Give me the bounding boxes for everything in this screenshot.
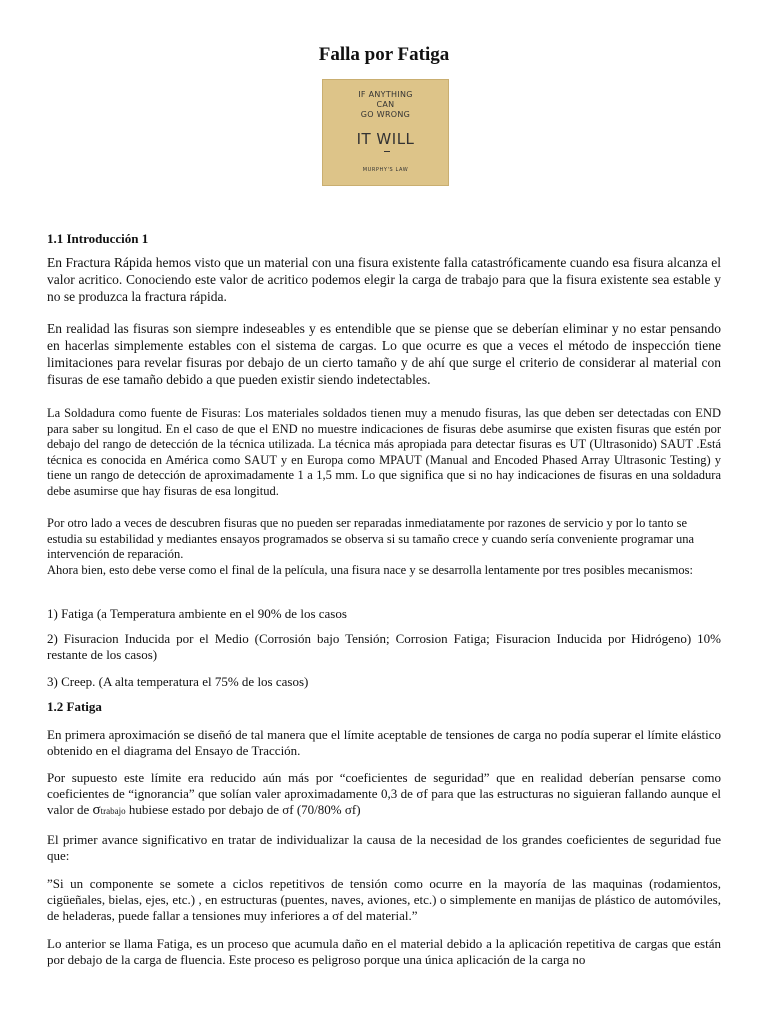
paragraph: En realidad las fisuras son siempre indeseables y es entendible que se piense que se deberían eliminar y no estar pensando en hacerlas simplemente estables con el sistema de cargas. Lo que ocurre es que a veces el método de inspección tiene limitaciones para revelar fisuras por debajo de un cierto tamaño y de ahí que surge el criterio de considerar al material con fisuras de ese tamaño debido a que pueden existir siendo indetectables.: [47, 321, 721, 387]
poster-line-3: GO WRONG: [360, 110, 411, 119]
list-item: 2) Fisuracion Inducida por el Medio (Corrosión bajo Tensión; Corrosion Fatiga; Fisuracion Inducida por Hidrógeno) 10% restante de los casos): [47, 631, 721, 662]
page-title: Falla por Fatiga: [318, 44, 450, 65]
paragraph-part: Por supuesto este límite era reducido aún más por “coeficientes de seguridad” que en realidad deberían pensarse como coeficientes de “ignorancia” que solían valer aproximadamente 0,3 de σf para que las estructuras no siguieran fallando aunque el valor de: [47, 770, 721, 817]
list-item: 1) Fatiga (a Temperatura ambiente en el 90% de los casos: [47, 606, 347, 621]
subscript-trabajo: trabajo: [100, 806, 126, 816]
list-item: 3) Creep. (A alta temperatura el 75% de los casos): [47, 674, 309, 689]
paragraph: Por otro lado a veces de descubren fisuras que no pueden ser reparadas inmediatamente por razones de servicio y por lo tanto se estudia su estabilidad y mediantes ensayos programados se observa si su tamaño crece y cuando sería conveniente programar una intervención de reparación.: [47, 516, 695, 561]
paragraph: Lo anterior se llama Fatiga, es un proceso que acumula daño en el material debido a la aplicación repetitiva de cargas que están por debajo de la carga de fluencia. Este proceso es peligroso porque una única aplicación de la carga no: [47, 936, 721, 967]
poster-line-4: IT WILL: [356, 130, 415, 148]
murphys-law-poster-image: [322, 79, 449, 186]
poster-line-5: MURPHY'S LAW: [362, 167, 409, 173]
paragraph: Ahora bien, esto debe verse como el final de la película, una fisura nace y se desarrolla lentamente por tres posibles mecanismos:: [47, 563, 693, 577]
paragraph-sigma-trabajo: [47, 770, 721, 819]
paragraph: En Fractura Rápida hemos visto que un material con una fisura existente falla catastróficamente cuando esa fisura alcanza el valor acritico. Conociendo este valor de acritico podemos elegir la carga de trabajo para que la fisura existente sea estable y no se produzca la fractura rápida.: [47, 255, 721, 304]
poster-line-1: IF ANYTHING: [358, 90, 413, 99]
quoted-paragraph: ”Si un componente se somete a ciclos repetitivos de tensión como ocurre en la mayoría de las maquinas (rodamientos, cigüeñales, bielas, ejes, etc.) , en estructuras (puentes, naves, aviones, etc.) o simplemente en manijas de plástico de automóviles, de heladeras, puede fallar a tensiones muy inferiores a σf del material.”: [47, 876, 721, 923]
sigma-symbol: σ: [92, 802, 101, 818]
poster-line-2: CAN: [376, 100, 395, 109]
poster-divider: [384, 151, 390, 152]
paragraph: La Soldadura como fuente de Fisuras: Los materiales soldados tienen muy a menudo fisuras, las que deben ser detectadas con END para saber su longitud. En el caso de que el END no muestre indicaciones de fisuras debe asumirse que existen fisuras que estén por debajo del rango de detección de la técnica utilizada. La técnica más apropiada para detectar fisuras es UT (Ultrasonido) SAUT .Está técnica es conocida en América como SAUT y en Europa como MPAUT (Manual and Encoded Phased Array Ultrasonic Testing) y tiene un rango de detección de aproximadamente 1 a 1,5 mm. Lo que significa que si no hay indicaciones de fisuras en una soldadura debe asumirse que hay fisuras de esa longitud.: [47, 406, 721, 498]
section-heading-1-2: 1.2 Fatiga: [47, 699, 102, 714]
paragraph-part: hubiese estado por debajo de σf (70/80% σf): [125, 802, 361, 817]
paragraph: El primer avance significativo en tratar de individualizar la causa de la necesidad de los grandes coeficientes de seguridad fue que:: [47, 832, 721, 863]
paragraph: En primera aproximación se diseñó de tal manera que el límite aceptable de tensiones de carga no podía superar el límite elástico obtenido en el diagrama del Ensayo de Tracción.: [47, 727, 721, 758]
section-heading-1-1: 1.1 Introducción 1: [47, 231, 149, 246]
